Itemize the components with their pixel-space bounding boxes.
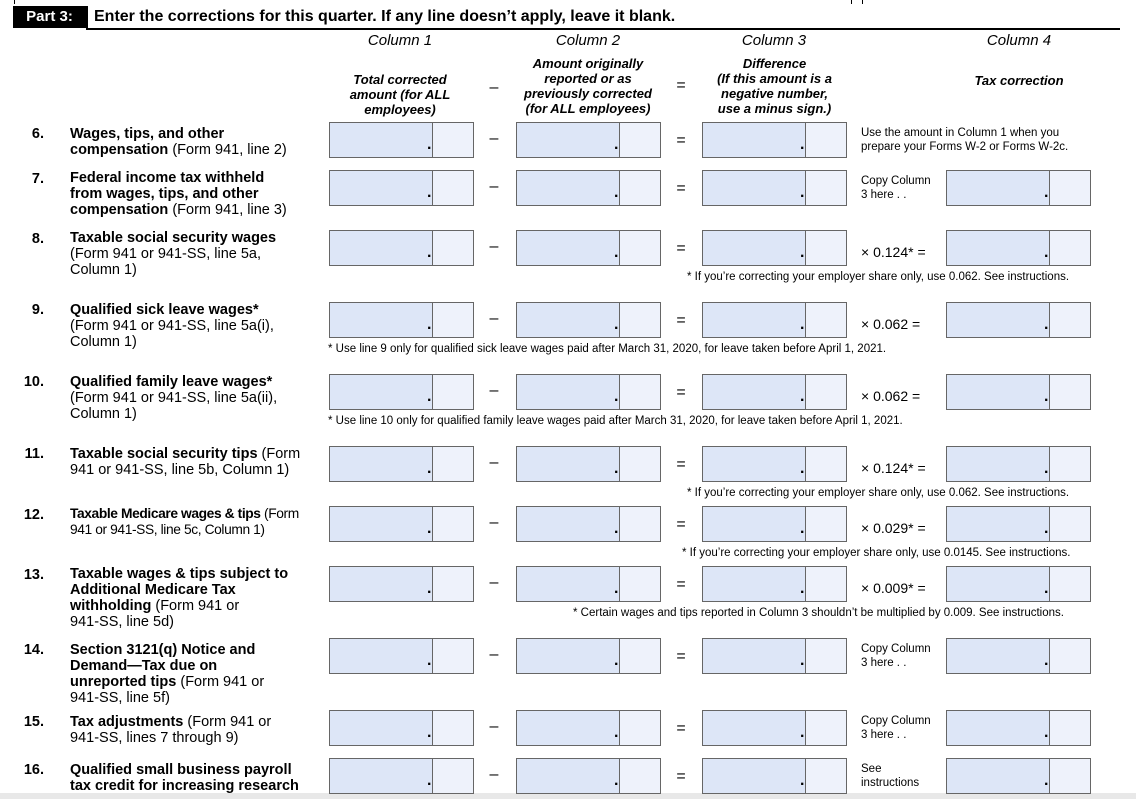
decimal-point: . [1044,652,1049,669]
cents-separator [1049,711,1050,745]
line-8-number: 8. [31,231,44,247]
part-title: Enter the corrections for this quarter. If any line doesn’t apply, leave it blank. [94,8,676,25]
description-line: 941 or 941-SS, line 5b, Column 1) [70,462,290,478]
decimal-point: . [427,520,432,537]
equals-sign: = [676,384,686,401]
decimal-point: . [614,388,619,405]
line-6-column-1-input-cents[interactable] [432,123,473,157]
line-6-column-2-input-cents[interactable] [619,123,660,157]
header-equals-sign: = [676,77,686,94]
decimal-point: . [427,652,432,669]
line-12-multiplier: × 0.029* = [861,520,926,536]
line-13-description [70,566,325,630]
cents-separator [432,711,433,745]
line-8-footnote: * If you’re correcting your employer share only, use 0.062. See instructions. [687,271,1070,283]
equals-sign: = [676,240,686,257]
column-3-header: Column 3 [741,32,807,49]
line-12-column-2-input-cents[interactable] [619,507,660,541]
cents-separator [1049,171,1050,205]
line-11-footnote: * If you’re correcting your employer share only, use 0.062. See instructions. [687,487,1070,499]
line-16-column-2-input[interactable] [516,758,661,794]
decimal-point: . [427,316,432,333]
cents-separator [432,231,433,265]
line-13-column-3-input[interactable] [702,566,847,602]
cents-separator [805,711,806,745]
cents-separator [805,447,806,481]
line-15-column-3-input[interactable] [702,710,847,746]
line-7-column-2-input-cents[interactable] [619,171,660,205]
decimal-point: . [800,724,805,741]
line-7-side-instruction: Copy Column 3 here . . [861,175,931,201]
equals-sign: = [676,720,686,737]
line-6-number: 6. [31,126,44,142]
decimal-point: . [614,772,619,789]
decimal-point: . [427,772,432,789]
cents-separator [432,639,433,673]
cents-separator [805,375,806,409]
line-9-description [70,302,325,350]
cents-separator [1049,567,1050,601]
cents-separator [1049,303,1050,337]
decimal-point: . [614,184,619,201]
decimal-point: . [614,724,619,741]
description-line: Qualified sick leave wages* [70,302,259,318]
cents-separator [432,759,433,793]
decimal-point: . [800,580,805,597]
cents-separator [432,507,433,541]
line-15-column-3-input-cents[interactable] [805,711,846,745]
line-14-number: 14. [23,642,44,658]
decimal-point: . [800,652,805,669]
line-14-column-1-input-cents[interactable] [432,639,473,673]
decimal-point: . [1044,580,1049,597]
line-9-column-3-input[interactable] [702,302,847,338]
cents-separator [619,711,620,745]
line-12-column-1-input[interactable] [329,506,474,542]
equals-sign: = [676,516,686,533]
column-4-subheader: Tax correction [974,73,1064,88]
cents-separator [805,759,806,793]
line-11-column-3-input[interactable] [702,446,847,482]
line-14-column-2-input[interactable] [516,638,661,674]
line-11-column-4-input-cents[interactable] [1049,447,1090,481]
decimal-point: . [614,136,619,153]
line-14-column-3-input[interactable] [702,638,847,674]
line-7-column-1-input-cents[interactable] [432,171,473,205]
line-7-column-4-input-cents[interactable] [1049,171,1090,205]
line-12-column-2-input[interactable] [516,506,661,542]
cents-separator [619,567,620,601]
minus-sign: – [489,718,499,735]
line-8-column-2-input-cents[interactable] [619,231,660,265]
line-7-number: 7. [31,171,44,187]
line-8-column-2-input[interactable] [516,230,661,266]
description-line: from wages, tips, and other [70,186,259,202]
line-16-column-4-input-cents[interactable] [1049,759,1090,793]
line-16-column-1-input[interactable] [329,758,474,794]
line-10-multiplier: × 0.062 = [861,388,921,404]
cents-separator [805,507,806,541]
line-15-column-1-input[interactable] [329,710,474,746]
line-7-description [70,170,325,218]
line-12-footnote: * If you’re correcting your employer share only, use 0.0145. See instructions. [682,547,1071,559]
line-10-column-4-input[interactable] [946,374,1091,410]
line-7-column-3-input[interactable] [702,170,847,206]
line-11-description [70,446,325,478]
line-8-column-3-input[interactable] [702,230,847,266]
description-line: (Form 941 or 941-SS, line 5a, [70,246,262,262]
line-12-number: 12. [23,507,44,523]
line-11-column-3-input-cents[interactable] [805,447,846,481]
line-8-column-1-input[interactable] [329,230,474,266]
decimal-point: . [1044,388,1049,405]
line-9-footnote: * Use line 9 only for qualified sick leave wages paid after March 31, 2020, for leave taken before April 1, 2021. [328,343,887,355]
decimal-point: . [800,388,805,405]
line-11-column-1-input[interactable] [329,446,474,482]
cents-separator [1049,375,1050,409]
decimal-point: . [1044,184,1049,201]
line-8-column-4-input[interactable] [946,230,1091,266]
column-4-header: Column 4 [986,32,1052,49]
line-15-column-4-input-cents[interactable] [1049,711,1090,745]
minus-sign: – [489,130,499,147]
line-14-side-instruction: Copy Column 3 here . . [861,643,931,669]
part-label: Part 3: [13,6,86,28]
line-6-side-instruction: Use the amount in Column 1 when you prepare your Forms W-2 or Forms W-2c. [861,127,1069,153]
line-10-column-1-input-cents[interactable] [432,375,473,409]
description-line: 941-SS, lines 7 through 9) [70,730,239,746]
minus-sign: – [489,310,499,327]
cents-separator [619,231,620,265]
minus-sign: – [489,238,499,255]
equals-sign: = [676,180,686,197]
decimal-point: . [427,244,432,261]
decimal-point: . [614,520,619,537]
decimal-point: . [614,580,619,597]
decimal-point: . [800,316,805,333]
line-8-multiplier: × 0.124* = [861,244,926,260]
description-line: tax credit for increasing research [70,778,299,794]
decimal-point: . [800,772,805,789]
cents-separator [432,447,433,481]
line-9-column-1-input-cents[interactable] [432,303,473,337]
decimal-point: . [800,460,805,477]
line-6-description [70,126,325,158]
decimal-point: . [800,184,805,201]
line-13-column-4-input[interactable] [946,566,1091,602]
line-9-column-4-input[interactable] [946,302,1091,338]
description-line: Taxable social security wages [70,230,277,246]
line-9-column-4-input-cents[interactable] [1049,303,1090,337]
minus-sign: – [489,766,499,783]
description-line: Tax adjustments (Form 941 or [70,714,272,730]
cents-separator [619,123,620,157]
line-16-column-2-input-cents[interactable] [619,759,660,793]
line-9-column-2-input[interactable] [516,302,661,338]
line-14-column-1-input[interactable] [329,638,474,674]
description-line: compensation (Form 941, line 2) [70,142,287,158]
line-8-column-3-input-cents[interactable] [805,231,846,265]
line-13-column-2-input[interactable] [516,566,661,602]
line-6-column-2-input[interactable] [516,122,661,158]
line-8-description [70,230,325,278]
line-15-column-4-input[interactable] [946,710,1091,746]
line-10-description [70,374,325,422]
line-9-multiplier: × 0.062 = [861,316,921,332]
cents-separator [432,123,433,157]
line-16-column-3-input-cents[interactable] [805,759,846,793]
line-8-column-1-input-cents[interactable] [432,231,473,265]
minus-sign: – [489,382,499,399]
line-16-side-instruction: See instructions [861,763,920,789]
line-11-multiplier: × 0.124* = [861,460,926,476]
cents-separator [805,567,806,601]
cents-separator [432,171,433,205]
description-line: Taxable wages & tips subject to [70,566,289,582]
line-13-column-1-input[interactable] [329,566,474,602]
description-line: Column 1) [70,334,137,350]
line-15-description [70,714,325,746]
cents-separator [432,375,433,409]
column-1-subheader: Total corrected amount (for ALL employees) [349,72,451,117]
line-14-column-2-input-cents[interactable] [619,639,660,673]
line-12-column-3-input[interactable] [702,506,847,542]
decimal-point: . [614,460,619,477]
line-7-column-3-input-cents[interactable] [805,171,846,205]
line-13-multiplier: × 0.009* = [861,580,926,596]
decimal-point: . [427,580,432,597]
description-line: 941-SS, line 5d) [70,614,174,630]
minus-sign: – [489,454,499,471]
cents-separator [619,303,620,337]
decimal-point: . [1044,316,1049,333]
cents-separator [805,231,806,265]
equals-sign: = [676,312,686,329]
decimal-point: . [1044,460,1049,477]
line-14-description [70,642,325,706]
description-line: Taxable social security tips (Form [70,446,301,462]
line-10-column-4-input-cents[interactable] [1049,375,1090,409]
equals-sign: = [676,132,686,149]
decimal-point: . [427,136,432,153]
description-line: compensation (Form 941, line 3) [70,202,287,218]
line-16-column-1-input-cents[interactable] [432,759,473,793]
description-line: (Form 941 or 941-SS, line 5a(ii), [70,390,278,406]
line-12-column-1-input-cents[interactable] [432,507,473,541]
description-line: Section 3121(q) Notice and [70,642,256,658]
decimal-point: . [800,136,805,153]
description-line: Wages, tips, and other [70,126,225,142]
description-line: Demand—Tax due on [70,658,218,674]
line-10-footnote: * Use line 10 only for qualified family leave wages paid after March 31, 2020, for leave taken before April 1, 2021. [328,415,903,427]
cents-separator [1049,231,1050,265]
cents-separator [805,123,806,157]
line-9-column-2-input-cents[interactable] [619,303,660,337]
description-line: unreported tips (Form 941 or [70,674,265,690]
line-13-column-2-input-cents[interactable] [619,567,660,601]
line-7-column-4-input[interactable] [946,170,1091,206]
line-14-column-4-input-cents[interactable] [1049,639,1090,673]
line-10-column-3-input[interactable] [702,374,847,410]
description-line: Federal income tax withheld [70,170,265,186]
line-13-footnote: * Certain wages and tips reported in Column 3 shouldn’t be multiplied by 0.009. See instructions. [573,607,1064,619]
line-16-description [70,762,325,794]
description-line: 941-SS, line 5f) [70,690,170,706]
minus-sign: – [489,178,499,195]
line-8-column-4-input-cents[interactable] [1049,231,1090,265]
line-9-number: 9. [31,302,44,318]
line-6-column-3-input-cents[interactable] [805,123,846,157]
part-rule [86,28,1120,30]
line-16-number: 16. [23,762,44,778]
line-12-description [70,506,325,538]
column-2-subheader: Amount originally reported or as previously corrected (for ALL employees) [524,56,652,116]
cents-separator [805,639,806,673]
equals-sign: = [676,456,686,473]
column-1-header: Column 1 [367,32,433,49]
cents-separator [432,567,433,601]
line-15-column-1-input-cents[interactable] [432,711,473,745]
cents-separator [805,171,806,205]
cents-separator [432,303,433,337]
line-12-column-3-input-cents[interactable] [805,507,846,541]
line-16-column-4-input[interactable] [946,758,1091,794]
equals-sign: = [676,576,686,593]
minus-sign: – [489,646,499,663]
line-12-column-4-input[interactable] [946,506,1091,542]
cents-separator [619,447,620,481]
line-10-number: 10. [23,374,44,390]
line-12-column-4-input-cents[interactable] [1049,507,1090,541]
description-line: Additional Medicare Tax [70,582,236,598]
line-9-column-1-input[interactable] [329,302,474,338]
line-13-column-4-input-cents[interactable] [1049,567,1090,601]
cents-separator [619,759,620,793]
line-7-column-1-input[interactable] [329,170,474,206]
header-minus-sign: – [489,79,499,96]
line-15-side-instruction: Copy Column 3 here . . [861,715,931,741]
line-11-column-1-input-cents[interactable] [432,447,473,481]
decimal-point: . [1044,244,1049,261]
decimal-point: . [1044,772,1049,789]
line-16-column-3-input[interactable] [702,758,847,794]
decimal-point: . [1044,724,1049,741]
line-10-column-2-input-cents[interactable] [619,375,660,409]
decimal-point: . [614,244,619,261]
description-line: 941 or 941-SS, line 5c, Column 1) [70,522,265,537]
line-13-number: 13. [23,567,44,583]
description-line: Qualified family leave wages* [70,374,273,390]
line-10-column-1-input[interactable] [329,374,474,410]
cents-separator [619,507,620,541]
decimal-point: . [427,724,432,741]
cents-separator [619,639,620,673]
line-14-column-3-input-cents[interactable] [805,639,846,673]
description-line: Qualified small business payroll [70,762,292,778]
line-11-number: 11. [24,446,44,462]
decimal-point: . [1044,520,1049,537]
minus-sign: – [489,574,499,591]
line-13-column-1-input-cents[interactable] [432,567,473,601]
decimal-point: . [614,316,619,333]
cents-separator [1049,759,1050,793]
decimal-point: . [800,520,805,537]
description-line: withholding (Form 941 or [70,598,240,614]
cents-separator [805,303,806,337]
decimal-point: . [614,652,619,669]
cents-separator [619,171,620,205]
line-15-column-2-input-cents[interactable] [619,711,660,745]
line-6-column-1-input[interactable] [329,122,474,158]
cents-separator [1049,447,1050,481]
line-14-column-4-input[interactable] [946,638,1091,674]
decimal-point: . [800,244,805,261]
column-2-header: Column 2 [555,32,621,49]
line-10-column-2-input[interactable] [516,374,661,410]
cents-separator [1049,639,1050,673]
column-3-subheader: Difference (If this amount is a negative number, use a minus sign.) [717,56,832,116]
description-line: Taxable Medicare wages & tips (Form [70,506,299,521]
description-line: (Form 941 or 941-SS, line 5a(i), [70,318,274,334]
equals-sign: = [676,648,686,665]
decimal-point: . [427,388,432,405]
line-15-column-2-input[interactable] [516,710,661,746]
line-11-column-4-input[interactable] [946,446,1091,482]
line-13-column-3-input-cents[interactable] [805,567,846,601]
line-11-column-2-input[interactable] [516,446,661,482]
decimal-point: . [427,460,432,477]
line-11-column-2-input-cents[interactable] [619,447,660,481]
line-9-column-3-input-cents[interactable] [805,303,846,337]
minus-sign: – [489,514,499,531]
line-15-number: 15. [23,714,44,730]
equals-sign: = [676,768,686,785]
decimal-point: . [427,184,432,201]
description-line: Column 1) [70,406,137,422]
line-7-column-2-input[interactable] [516,170,661,206]
description-line: Column 1) [70,262,137,278]
line-10-column-3-input-cents[interactable] [805,375,846,409]
part-divider [86,6,88,28]
cents-separator [1049,507,1050,541]
line-6-column-3-input[interactable] [702,122,847,158]
cents-separator [619,375,620,409]
